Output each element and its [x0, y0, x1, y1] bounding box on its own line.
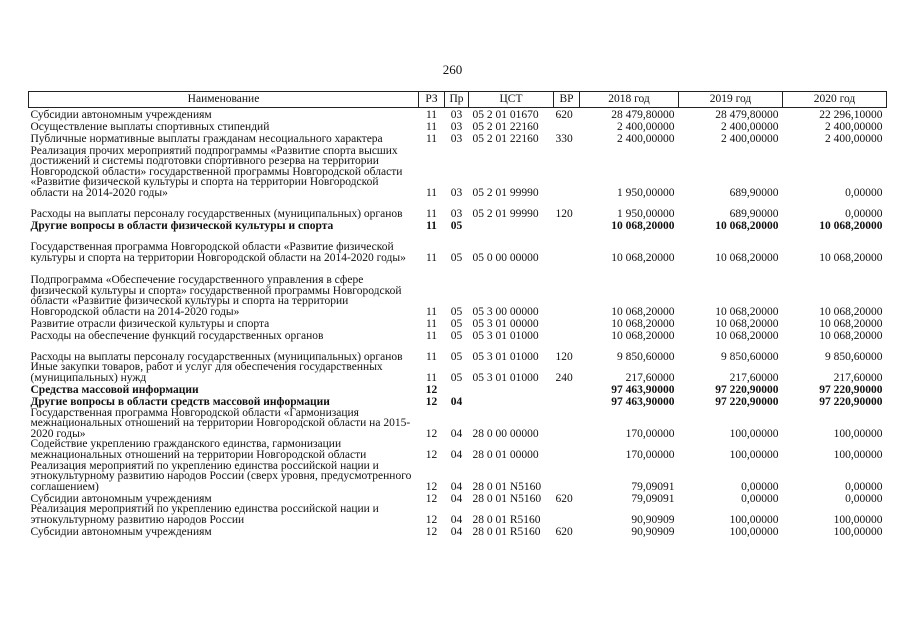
row-name: Развитие отрасли физической культуры и спорта — [30, 317, 270, 330]
col-header-2018: 2018 год — [580, 92, 679, 108]
table-row — [29, 383, 887, 395]
row-vr: 620 — [555, 525, 573, 538]
row-2018: 79,09091 — [631, 480, 675, 493]
row-2020: 10 068,20000 — [819, 329, 883, 342]
col-header-pr: Пр — [445, 92, 469, 108]
row-cst: 05 3 00 00000 — [472, 305, 539, 318]
row-pr: 04 — [450, 480, 463, 493]
table-row — [29, 144, 887, 198]
row-2019: 10 068,20000 — [715, 251, 779, 264]
row-name: Государственная программа Новгородской области «Развитие физической культуры и спорта на территории Новгородской области на 2014-2020 годы» — [30, 241, 406, 264]
row-2018: 97 463,90000 — [611, 395, 675, 408]
row-rz: 12 — [425, 480, 438, 493]
row-2019: 100,00000 — [729, 448, 779, 461]
row-pr — [445, 383, 469, 395]
row-2018: 217,60000 — [625, 371, 675, 384]
row-2019: 2 400,00000 — [721, 132, 779, 145]
row-2020: 217,60000 — [833, 371, 883, 384]
row-2018: 97 463,90000 — [611, 383, 675, 396]
table-row — [29, 341, 887, 362]
row-vr — [554, 144, 580, 198]
row-2019: 10 068,20000 — [715, 305, 779, 318]
row-name: Расходы на выплаты персоналу государственных (муниципальных) органов — [30, 207, 403, 220]
row-2020: 10 068,20000 — [819, 219, 883, 232]
col-header-name: Наименование — [29, 92, 419, 108]
row-pr: 03 — [450, 207, 463, 220]
row-name: Публичные нормативные выплаты гражданам несоциального характера — [30, 132, 383, 145]
row-vr: 330 — [555, 132, 573, 145]
row-name: Другие вопросы в области средств массовой информации — [30, 395, 330, 408]
row-vr — [554, 504, 580, 525]
row-2020: 9 850,60000 — [825, 350, 883, 363]
row-vr — [554, 383, 580, 395]
row-pr: 04 — [450, 513, 463, 526]
row-name: Подпрограмма «Обеспечение государственного управления в сфере физической культуры и спорта» государственной программы Новгородской области «Развитие физической культуры и спорта на территории Новгородской области на 2014-2020 годы» — [30, 274, 402, 318]
row-rz: 12 — [425, 427, 438, 440]
row-vr: 620 — [555, 108, 573, 121]
table-row — [29, 362, 887, 383]
row-rz: 12 — [425, 513, 438, 526]
row-2020: 100,00000 — [833, 427, 883, 440]
row-2018: 2 400,00000 — [617, 120, 675, 133]
row-pr: 04 — [450, 525, 463, 538]
row-2019: 217,60000 — [729, 371, 779, 384]
row-cst: 28 0 01 R5160 — [472, 525, 541, 538]
row-vr: 120 — [555, 207, 573, 220]
row-2018: 10 068,20000 — [611, 219, 675, 232]
row-name: Содействие укреплению гражданского единства, гармонизации межнациональных отношений на территории Новгородской области — [30, 438, 367, 461]
col-header-vr: ВР — [554, 92, 580, 108]
row-cst: 05 3 01 01000 — [472, 329, 539, 342]
row-pr: 04 — [450, 492, 463, 505]
row-cst — [469, 219, 554, 231]
table-row — [29, 460, 887, 492]
row-pr: 05 — [450, 305, 463, 318]
table-row — [29, 504, 887, 525]
table-row — [29, 120, 887, 132]
row-name: Субсидии автономным учреждениям — [30, 525, 212, 538]
table-header-row — [29, 92, 887, 108]
row-cst: 05 3 01 00000 — [472, 317, 539, 330]
row-cst: 05 2 01 22160 — [472, 132, 539, 145]
row-rz: 11 — [425, 350, 438, 363]
col-header-rz: РЗ — [419, 92, 445, 108]
row-rz: 11 — [425, 108, 438, 121]
row-rz: 12 — [425, 448, 438, 461]
table-row — [29, 231, 887, 263]
row-2018: 170,00000 — [625, 427, 675, 440]
row-rz: 11 — [425, 329, 438, 342]
row-vr — [554, 395, 580, 407]
row-2019: 689,90000 — [729, 186, 779, 199]
row-2019: 10 068,20000 — [715, 329, 779, 342]
row-2019: 0,00000 — [741, 492, 779, 505]
table-row — [29, 219, 887, 231]
row-rz: 11 — [425, 251, 438, 264]
row-cst: 28 0 01 N5160 — [472, 480, 542, 493]
row-cst: 28 0 01 R5160 — [472, 513, 541, 526]
row-2018: 10 068,20000 — [611, 317, 675, 330]
col-header-cst: ЦСТ — [469, 92, 554, 108]
row-2020: 100,00000 — [833, 525, 883, 538]
row-pr: 03 — [450, 132, 463, 145]
row-vr: 240 — [555, 371, 573, 384]
row-pr: 05 — [450, 350, 463, 363]
row-name: Реализация мероприятий по укреплению единства российской нации и этнокультурному развитию народов России — [30, 503, 379, 526]
row-pr: 05 — [450, 371, 463, 384]
row-name: Расходы на обеспечение функций государственных органов — [30, 329, 324, 342]
row-cst: 28 0 00 00000 — [472, 427, 539, 440]
row-pr: 04 — [450, 427, 463, 440]
row-2020: 0,00000 — [845, 480, 883, 493]
row-vr — [554, 263, 580, 317]
row-vr — [554, 439, 580, 460]
row-2019: 10 068,20000 — [715, 219, 779, 232]
row-vr — [554, 329, 580, 341]
col-header-2019: 2019 год — [679, 92, 783, 108]
row-rz: 12 — [425, 395, 438, 408]
row-cst: 28 0 01 00000 — [472, 448, 539, 461]
row-2018: 10 068,20000 — [611, 251, 675, 264]
row-vr — [554, 460, 580, 492]
row-2020: 2 400,00000 — [825, 120, 883, 133]
row-2019: 100,00000 — [729, 427, 779, 440]
row-2020: 10 068,20000 — [819, 251, 883, 264]
row-vr: 620 — [555, 492, 573, 505]
row-cst: 05 2 01 22160 — [472, 120, 539, 133]
row-2019: 97 220,90000 — [715, 383, 779, 396]
page-number: 260 — [442, 62, 463, 77]
row-rz: 12 — [425, 525, 438, 538]
row-name: Государственная программа Новгородской области «Гармонизация межнациональных отношений на территории Новгородской области на 2015-2020 годы» — [30, 406, 411, 440]
row-2019: 10 068,20000 — [715, 317, 779, 330]
row-2020: 100,00000 — [833, 448, 883, 461]
row-cst: 05 2 01 01670 — [472, 108, 539, 121]
row-vr — [554, 317, 580, 329]
row-pr: 03 — [450, 120, 463, 133]
row-name: Осуществление выплаты спортивных стипендий — [30, 120, 270, 133]
row-cst: 05 0 00 00000 — [472, 251, 539, 264]
row-pr: 05 — [450, 251, 463, 264]
table-row — [29, 317, 887, 329]
row-cst — [469, 395, 554, 407]
row-vr — [554, 120, 580, 132]
row-name: Другие вопросы в области физической культуры и спорта — [30, 219, 334, 232]
row-name: Реализация прочих мероприятий подпрограммы «Развитие спорта высших достижений и системы подготовки спортивного резерва на территории Новгородской области» государственной программы Новгородской области «Развитие физической культуры и спорта на территории Новгородской области на 2014-2020 годы» — [30, 144, 403, 199]
row-vr — [554, 219, 580, 231]
row-2019: 2 400,00000 — [721, 120, 779, 133]
row-2018: 79,09091 — [631, 492, 675, 505]
row-2018: 1 950,00000 — [617, 186, 675, 199]
row-pr: 04 — [450, 395, 463, 408]
table-row — [29, 525, 887, 537]
row-2020: 97 220,90000 — [819, 395, 883, 408]
row-2018: 10 068,20000 — [611, 329, 675, 342]
row-vr — [554, 231, 580, 263]
row-rz: 11 — [425, 305, 438, 318]
row-2019: 100,00000 — [729, 525, 779, 538]
table-row — [29, 407, 887, 439]
row-rz: 11 — [425, 207, 438, 220]
row-name: Средства массовой информации — [30, 383, 199, 396]
row-2020: 0,00000 — [845, 492, 883, 505]
row-2018: 9 850,60000 — [617, 350, 675, 363]
row-name: Реализация мероприятий по укреплению единства российской нации и этнокультурному развитию народов России (сверх уровня, предусмотренного соглашением) — [30, 459, 412, 493]
row-rz: 11 — [425, 132, 438, 145]
row-pr: 05 — [450, 317, 463, 330]
row-2020: 0,00000 — [845, 186, 883, 199]
row-pr: 05 — [450, 219, 463, 232]
row-name: Расходы на выплаты персоналу государственных (муниципальных) органов — [30, 350, 403, 363]
row-2018: 2 400,00000 — [617, 132, 675, 145]
row-rz: 11 — [425, 317, 438, 330]
row-2018: 170,00000 — [625, 448, 675, 461]
row-pr: 03 — [450, 108, 463, 121]
row-cst: 05 3 01 01000 — [472, 350, 539, 363]
col-header-2020: 2020 год — [783, 92, 887, 108]
row-cst: 05 3 01 01000 — [472, 371, 539, 384]
table-row — [29, 395, 887, 407]
row-2019: 689,90000 — [729, 207, 779, 220]
row-cst — [469, 383, 554, 395]
row-rz: 11 — [425, 120, 438, 133]
row-2020: 10 068,20000 — [819, 317, 883, 330]
row-cst: 05 2 01 99990 — [472, 186, 539, 199]
row-2019: 100,00000 — [729, 513, 779, 526]
row-2018: 90,90909 — [631, 513, 675, 526]
row-2018: 10 068,20000 — [611, 305, 675, 318]
row-2019: 97 220,90000 — [715, 395, 779, 408]
table-row — [29, 263, 887, 317]
row-2019: 9 850,60000 — [721, 350, 779, 363]
row-pr: 03 — [450, 186, 463, 199]
row-rz: 11 — [426, 219, 437, 232]
row-2019: 28 479,80000 — [715, 108, 779, 121]
row-cst: 05 2 01 99990 — [472, 207, 539, 220]
row-2020: 2 400,00000 — [825, 132, 883, 145]
row-2020: 10 068,20000 — [819, 305, 883, 318]
row-2018: 90,90909 — [631, 525, 675, 538]
row-2020: 100,00000 — [833, 513, 883, 526]
row-pr: 04 — [450, 448, 463, 461]
row-vr: 120 — [555, 350, 573, 363]
row-2018: 28 479,80000 — [611, 108, 675, 121]
row-pr: 05 — [450, 329, 463, 342]
table-row — [29, 132, 887, 144]
row-2020: 0,00000 — [845, 207, 883, 220]
row-rz: 11 — [425, 371, 438, 384]
row-2019: 0,00000 — [741, 480, 779, 493]
row-name: Субсидии автономным учреждениям — [30, 108, 212, 121]
table-row — [29, 108, 887, 121]
budget-table — [28, 91, 887, 537]
row-cst: 28 0 01 N5160 — [472, 492, 542, 505]
row-name: Иные закупки товаров, работ и услуг для обеспечения государственных (муниципальных) нужд — [30, 361, 383, 384]
row-2018: 1 950,00000 — [617, 207, 675, 220]
row-2020: 97 220,90000 — [819, 383, 883, 396]
row-vr — [554, 407, 580, 439]
table-row — [29, 329, 887, 341]
table-row — [29, 198, 887, 219]
table-row — [29, 439, 887, 460]
row-rz: 12 — [425, 383, 438, 396]
row-name: Субсидии автономным учреждениям — [30, 492, 212, 505]
row-rz: 12 — [425, 492, 438, 505]
row-rz: 11 — [425, 186, 438, 199]
row-2020: 22 296,10000 — [819, 108, 883, 121]
